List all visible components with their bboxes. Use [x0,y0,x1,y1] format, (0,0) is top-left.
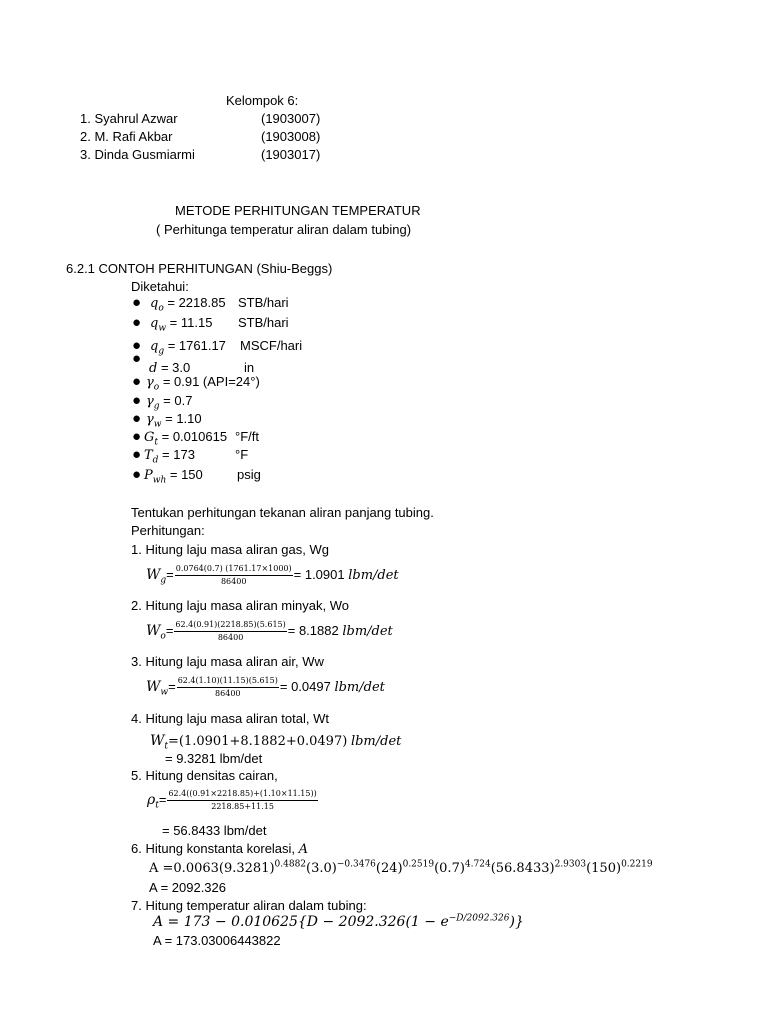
bullet-icon: ● [132,392,142,409]
given-item: ● $\gamma_o = 0.91$ (API=24°) [132,373,260,393]
section-heading: 6.2.1 CONTOH PERHITUNGAN (Shiu-Beggs) [66,261,333,276]
bullet-icon: ● [132,410,142,427]
formula-correlation-a: $A =0.0063(9.3281)^{0.4882}(3.0)^{-0.3476}(24)^{0.2519}(0.7)^{4.724}(56.8433)^{2.9303}(150)^{0.2219}$ [149,859,653,876]
member-id: (1903008) [261,129,321,144]
result-temperature: A = 173.03006443822 [153,933,281,948]
step-title: 5. Hitung densitas cairan, [131,768,278,783]
given-item: ● $\gamma_g = 0.7$ [132,392,193,412]
member-name: 1. Syahrul Azwar [80,111,178,126]
document-subtitle: ( Perhitunga temperatur aliran dalam tubing) [156,222,412,237]
bullet-icon: ● [132,314,142,331]
step-title: 4. Hitung laju masa aliran total, Wt [131,711,329,726]
formula-temperature: $A = 173 - 0.010625\{D - 2092.326(1 - e^{-D/2092.326})\}$ [153,913,524,930]
member-id: (1903007) [261,111,321,126]
given-item: ● $P_{wh} = 150$ psig [132,466,261,486]
given-item: ● $q_w = 11.15$ STB/hari [132,314,289,334]
bullet-icon: ● [132,373,142,390]
formula-wt: $W_t=(1.0901+8.1882+0.0497)$ lbm/det [150,733,402,752]
step-title: 1. Hitung laju masa aliran gas, Wg [131,542,329,557]
given-item: ● d = 3.0 in [132,350,255,376]
step-title: 3. Hitung laju masa aliran air, Ww [131,654,324,669]
formula-wo: $W_o=$ $\frac{62.4(0.91)(2218.85)(5.615)}{86400}$ = 8.1882 lbm/det [146,620,393,642]
document-title: METODE PERHITUNGAN TEMPERATUR [175,203,421,218]
given-item: ● $T_d = 173$ °F [132,446,249,466]
formula-density: $\rho_t=$ $\frac{62.4((0.91\times 2218.85)+(1.10\times 11.15))}{2218.85+11.15}$ [147,789,317,811]
calc-label: Perhitungan: [131,523,205,538]
result-correlation-a: A = 2092.326 [149,880,226,895]
step-title: 2. Hitung laju masa aliran minyak, Wo [131,598,349,613]
formula-ww: $W_w=$ $\frac{62.4(1.10)(11.15)(5.615)}{86400}$ = 0.0497 lbm/det [146,676,385,698]
given-item: ● $q_g = 1761.17$ MSCF/hari [132,337,303,357]
bullet-icon: ● [132,337,142,354]
given-item: ● $q_o = 2218.85$ STB/hari [132,294,289,314]
given-label: Diketahui: [131,279,189,294]
task-text: Tentukan perhitungan tekanan aliran panjang tubing. [131,505,434,520]
step-title: 7. Hitung temperatur aliran dalam tubing: [131,898,367,913]
given-item: ● $\gamma_w = 1.10$ [132,410,202,430]
group-title: Kelompok 6: [226,93,299,108]
bullet-icon: ● [132,294,142,311]
step-title: 6. Hitung konstanta korelasi, A [131,841,309,857]
bullet-icon: ● [132,428,142,445]
member-name: 3. Dinda Gusmiarmi [80,147,195,162]
member-name: 2. M. Rafi Akbar [80,129,173,144]
bullet-icon: ● [132,446,142,463]
bullet-icon: ● [132,350,142,367]
given-item: ● $G_t = 0.010615$ °F/ft [132,428,259,448]
formula-wg: $W_g=$ $\frac{0.0764(0.7) (1761.17\times 1000)}{86400}$ = 1.0901 lbm/det [146,564,399,586]
result-wt: = 9.3281 lbm/det [165,751,263,766]
member-id: (1903017) [261,147,321,162]
bullet-icon: ● [132,466,142,483]
result-density: = 56.8433 lbm/det [162,823,267,838]
